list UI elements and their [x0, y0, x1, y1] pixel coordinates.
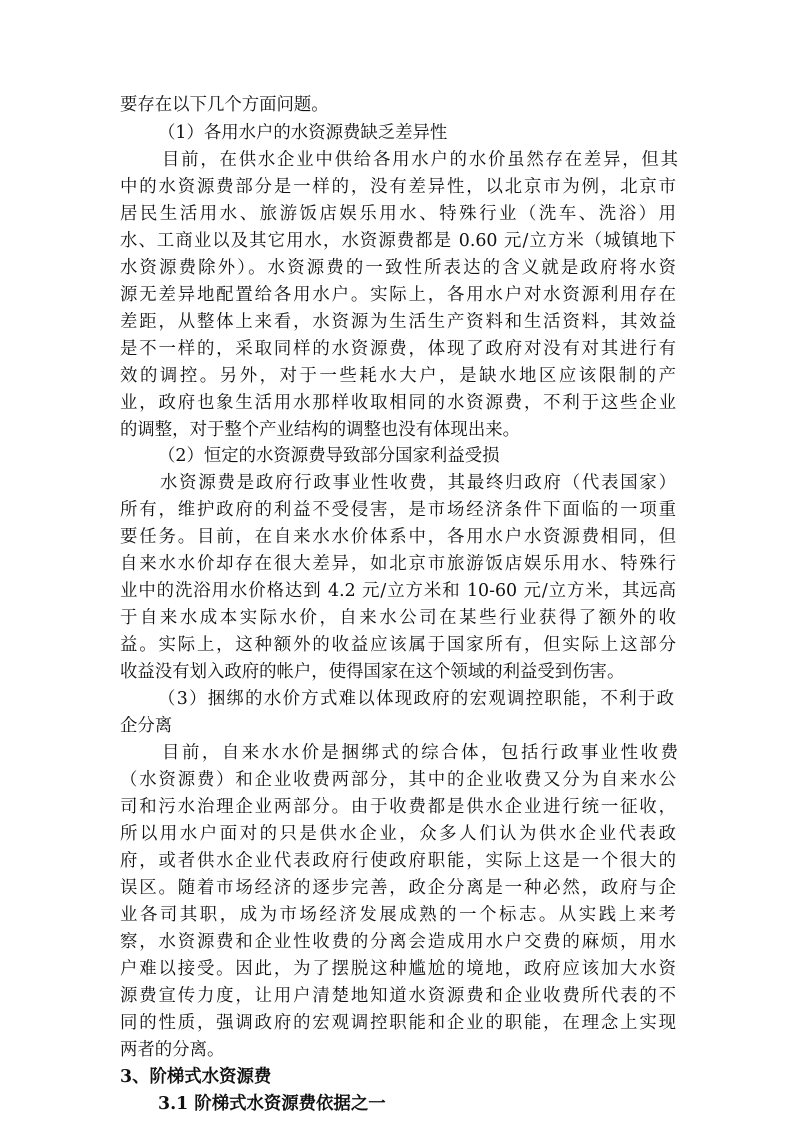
section-heading-3: 3、阶梯式水资源费 — [120, 1067, 272, 1087]
paragraph-line: 要存在以下几个方面问题。 — [120, 95, 329, 115]
paragraph-line: 收益没有划入政府的帐户，使得国家在这个领域的利益受到伤害。 — [120, 662, 625, 682]
paragraph-line: 中的水资源费部分是一样的，没有差异性，以北京市为例，北京市 — [120, 177, 676, 197]
paragraph-line: 业，政府也象生活用水那样收取相同的水资源费，不利于这些企业 — [120, 393, 676, 413]
paragraph-line: 户难以接受。因此，为了摆脱这种尴尬的境地，政府应该加大水资 — [120, 959, 676, 979]
paragraph-line: 目前，在供水企业中供给各用水户的水价虽然存在差异，但其 — [162, 150, 678, 170]
paragraph-line: 所有，维护政府的利益不受侵害，是市场经济条件下面临的一项重 — [120, 500, 676, 520]
paragraph-line: （水资源费）和企业收费两部分，其中的企业收费又分为自来水公 — [120, 770, 676, 790]
paragraph-line: 要任务。目前，在自来水水价体系中，各用水户水资源费相同，但 — [120, 527, 676, 547]
paragraph-line: 益。实际上，这种额外的收益应该属于国家所有，但实际上这部分 — [120, 635, 676, 655]
paragraph-line: 水、工商业以及其它用水，水资源费都是 0.60 元/立方米（城镇地下 — [120, 231, 676, 251]
paragraph-line: 察，水资源费和企业性收费的分离会造成用水户交费的麻烦，用水 — [120, 932, 676, 952]
paragraph-line: 所以用水户面对的只是供水企业，众多人们认为供水企业代表政 — [120, 824, 676, 844]
paragraph-line: 源费宣传力度，让用户清楚地知道水资源费和企业收费所代表的不 — [120, 986, 676, 1006]
paragraph-line: 业中的洗浴用水价格达到 4.2 元/立方米和 10-60 元/立方米，其远高 — [120, 581, 676, 601]
paragraph-line: 于自来水成本实际水价，自来水公司在某些行业获得了额外的收 — [120, 608, 676, 628]
paragraph-line: 差距，从整体上来看，水资源为生活生产资料和生活资料，其效益 — [120, 312, 676, 332]
subheading-2: （2）恒定的水资源费导致部分国家利益受损 — [158, 446, 500, 466]
paragraph-line: 居民生活用水、旅游饭店娱乐用水、特殊行业（洗车、洗浴）用 — [120, 204, 676, 224]
paragraph-line: 司和污水治理企业两部分。由于收费都是供水企业进行统一征收， — [120, 797, 676, 817]
paragraph-line: 水资源费除外）。水资源费的一致性所表达的含义就是政府将水资 — [120, 258, 676, 278]
paragraph-line: 误区。随着市场经济的逐步完善，政企分离是一种必然，政府与企 — [120, 878, 676, 898]
subheading-3: （3）捆绑的水价方式难以体现政府的宏观调控职能，不利于政 — [158, 689, 674, 709]
subheading-3-continued: 企分离 — [120, 716, 173, 736]
paragraph-line: 的调整，对于整个产业结构的调整也没有体现出来。 — [120, 420, 520, 440]
paragraph-line: 源无差异地配置给各用水户。实际上，各用水户对水资源利用存在 — [120, 285, 676, 305]
section-heading-3-1: 3.1 阶梯式水资源费依据之一 — [158, 1094, 386, 1114]
paragraph-line: 效的调控。另外，对于一些耗水大户，是缺水地区应该限制的产 — [120, 366, 676, 386]
paragraph-line: 自来水水价却存在很大差异，如北京市旅游饭店娱乐用水、特殊行 — [120, 554, 676, 574]
paragraph-line: 是不一样的，采取同样的水资源费，体现了政府对没有对其进行有 — [120, 339, 676, 359]
paragraph-line: 府，或者供水企业代表政府行使政府职能，实际上这是一个很大的 — [120, 851, 676, 871]
paragraph-line: 业各司其职，成为市场经济发展成熟的一个标志。从实践上来考 — [120, 905, 676, 925]
paragraph-line: 同的性质，强调政府的宏观调控职能和企业的职能，在理念上实现 — [120, 1013, 676, 1033]
paragraph-line: 水资源费是政府行政事业性收费，其最终归政府（代表国家） — [160, 473, 676, 493]
subheading-1: （1）各用水户的水资源费缺乏差异性 — [158, 123, 448, 143]
paragraph-line: 目前，自来水水价是捆绑式的综合体，包括行政事业性收费 — [162, 743, 678, 763]
paragraph-line: 两者的分离。 — [120, 1040, 225, 1060]
